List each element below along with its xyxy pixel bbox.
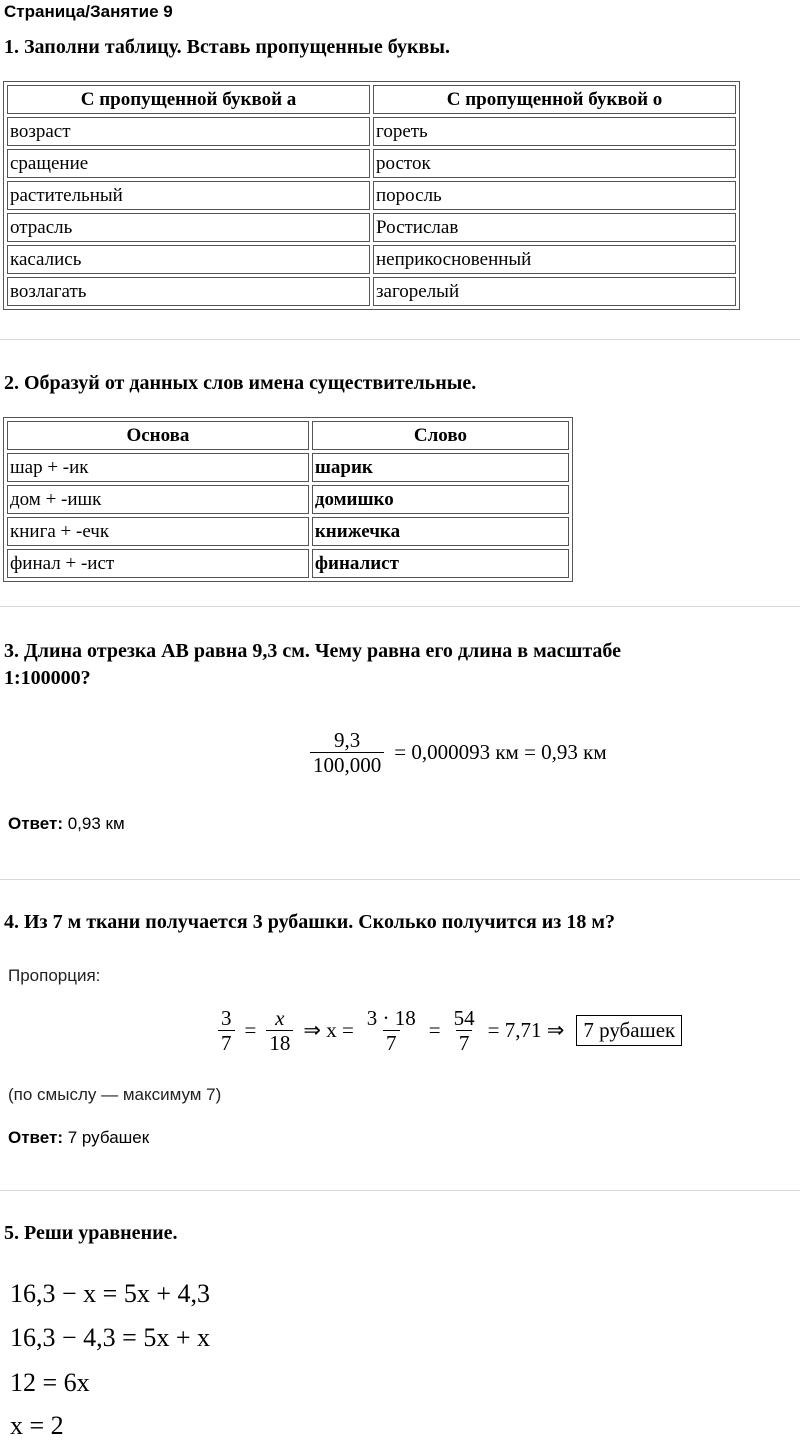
table-row bbox=[7, 485, 569, 514]
table-cell: сращение bbox=[7, 149, 370, 178]
task3-formula bbox=[306, 728, 613, 777]
operator: = bbox=[244, 1018, 257, 1042]
section-divider bbox=[0, 339, 800, 340]
table-cell: книжечка bbox=[312, 517, 569, 546]
task1-header-a: С пропущенной буквой а bbox=[7, 85, 370, 114]
table-cell: гореть bbox=[373, 117, 736, 146]
table-row bbox=[7, 149, 736, 178]
table-cell: росток bbox=[373, 149, 736, 178]
table-cell: дом + -ишк bbox=[7, 485, 309, 514]
table-row bbox=[7, 277, 736, 306]
task2-header-word: Слово bbox=[312, 421, 569, 450]
table-cell: финалист bbox=[312, 549, 569, 578]
table-cell: поросль bbox=[373, 181, 736, 210]
denominator: 7 bbox=[456, 1030, 473, 1055]
page-title: Страница/Занятие 9 bbox=[4, 2, 173, 21]
formula-result: = 0,000093 км = 0,93 км bbox=[394, 740, 607, 764]
task4-note: (по смыслу — максимум 7) bbox=[8, 1085, 222, 1104]
answer-label: Ответ: bbox=[8, 1128, 63, 1147]
task3-title-line2: 1:100000? bbox=[4, 667, 91, 689]
table-cell: шар + -ик bbox=[7, 453, 309, 482]
task5-title: 5. Реши уравнение. bbox=[4, 1222, 178, 1244]
formula-result: = 7,71 ⇒ bbox=[487, 1018, 565, 1042]
fraction bbox=[451, 1006, 478, 1055]
denominator: 100,000 bbox=[310, 752, 384, 777]
fraction bbox=[266, 1006, 293, 1055]
table-cell: отрасль bbox=[7, 213, 370, 242]
table-cell: возлагать bbox=[7, 277, 370, 306]
task3-answer bbox=[8, 814, 125, 834]
task1-header-o: С пропущенной буквой о bbox=[373, 85, 736, 114]
denominator: 7 bbox=[383, 1030, 400, 1055]
boxed-answer: 7 рубашек bbox=[576, 1015, 682, 1046]
table-cell: финал + -ист bbox=[7, 549, 309, 578]
fraction bbox=[364, 1006, 419, 1055]
numerator: 3 bbox=[221, 1006, 232, 1030]
table-cell: книга + -ечк bbox=[7, 517, 309, 546]
table-cell: домишко bbox=[312, 485, 569, 514]
equation-line: 12 = 6x bbox=[10, 1368, 90, 1397]
answer-value: 0,93 км bbox=[63, 814, 125, 833]
table-cell: шарик bbox=[312, 453, 569, 482]
table-cell: загорелый bbox=[373, 277, 736, 306]
denominator: 7 bbox=[218, 1030, 235, 1055]
table-row bbox=[7, 213, 736, 242]
table-cell: неприкосновенный bbox=[373, 245, 736, 274]
operator: = bbox=[428, 1018, 441, 1042]
task3-title-line1: 3. Длина отрезка АВ равна 9,3 см. Чему равна его длина в масштабе bbox=[4, 640, 622, 662]
table-row bbox=[7, 453, 569, 482]
fraction bbox=[218, 1006, 235, 1055]
section-divider bbox=[0, 606, 800, 607]
task2-title: 2. Образуй от данных слов имена существительные. bbox=[4, 372, 477, 394]
table-row bbox=[7, 549, 569, 578]
section-divider bbox=[0, 1190, 800, 1191]
task4-title: 4. Из 7 м ткани получается 3 рубашки. Сколько получится из 18 м? bbox=[4, 911, 615, 933]
denominator: 18 bbox=[266, 1030, 293, 1055]
table-row bbox=[7, 181, 736, 210]
equation-line: x = 2 bbox=[10, 1411, 64, 1440]
table-row bbox=[7, 245, 736, 274]
task1-title: 1. Заполни таблицу. Вставь пропущенные буквы. bbox=[4, 36, 450, 58]
task4-answer bbox=[8, 1128, 149, 1148]
equation-line: 16,3 − 4,3 = 5x + x bbox=[10, 1323, 210, 1352]
answer-value: 7 рубашек bbox=[63, 1128, 150, 1147]
task2-header-base: Основа bbox=[7, 421, 309, 450]
task2-table bbox=[3, 417, 573, 582]
table-cell: Ростислав bbox=[373, 213, 736, 242]
table-cell: касались bbox=[7, 245, 370, 274]
numerator: 54 bbox=[453, 1006, 475, 1030]
answer-label: Ответ: bbox=[8, 814, 63, 833]
section-divider bbox=[0, 879, 800, 880]
table-row bbox=[7, 517, 569, 546]
table-row bbox=[7, 117, 736, 146]
numerator: x bbox=[275, 1006, 285, 1030]
numerator: 9,3 bbox=[334, 728, 361, 752]
task1-table bbox=[3, 81, 740, 310]
fraction bbox=[310, 728, 384, 777]
proportion-label: Пропорция: bbox=[8, 966, 101, 985]
table-cell: растительный bbox=[7, 181, 370, 210]
numerator: 3 · 18 bbox=[366, 1006, 416, 1030]
table-cell: возраст bbox=[7, 117, 370, 146]
operator: ⇒ x = bbox=[303, 1018, 354, 1042]
equation-line: 16,3 − x = 5x + 4,3 bbox=[10, 1279, 210, 1308]
task4-formula bbox=[214, 1006, 682, 1055]
